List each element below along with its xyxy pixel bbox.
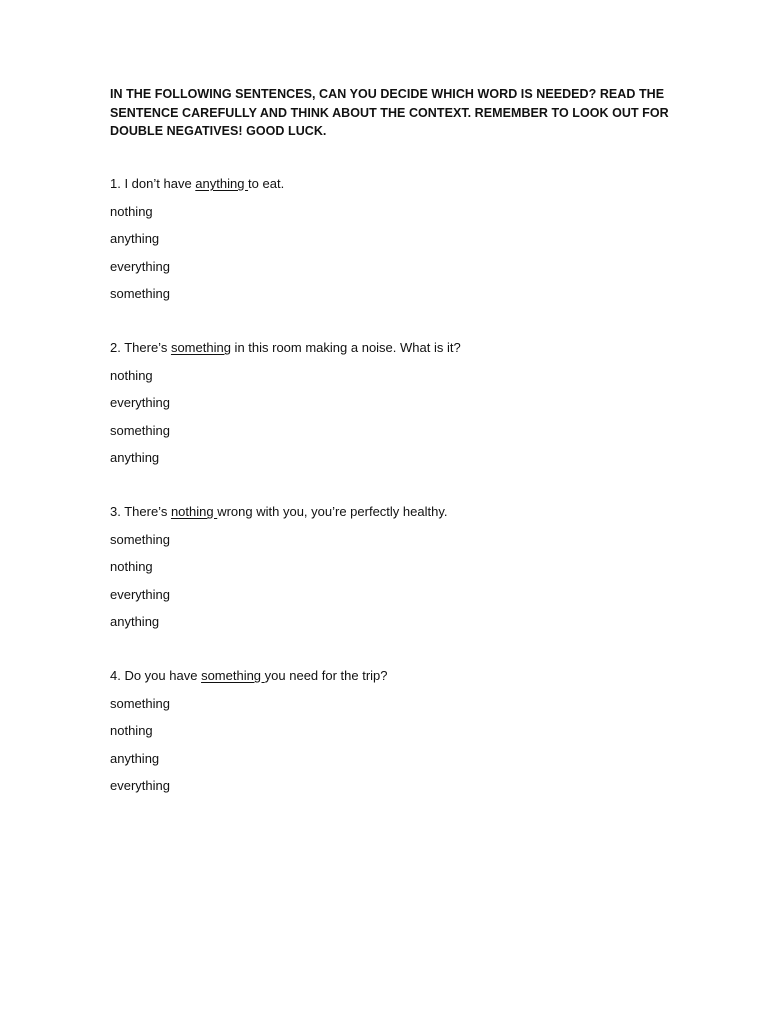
question-3-sentence — [110, 503, 710, 521]
question-1-suffix: to eat. — [248, 176, 285, 191]
question-2-sentence — [110, 339, 710, 357]
question-2-option-3: something — [110, 422, 170, 438]
question-2-answer: something — [170, 340, 231, 355]
question-1-option-2: anything — [110, 231, 160, 246]
question-4-option-4: everything — [110, 778, 170, 793]
question-3-option-2: nothing — [110, 559, 153, 574]
question-3 — [110, 503, 710, 641]
question-1 — [110, 175, 710, 313]
question-1-option-1: nothing — [110, 203, 153, 219]
instructions-heading: IN THE FOLLOWING SENTENCES, CAN YOU DECIDE WHICH WORD IS NEEDED? READ THE SENTENCE CAREFULLY AND THINK ABOUT THE CONTEXT. REMEMBER TO LOOK OUT FOR DOUBLE NEGATIVES! GOOD LUCK. — [110, 87, 669, 138]
question-2-option-4: anything — [110, 450, 160, 465]
question-2 — [110, 339, 710, 477]
question-3-answer: nothing — [170, 504, 218, 519]
question-4-prefix: 4. Do you have — [110, 668, 202, 683]
question-2-option-2: everything — [110, 395, 170, 410]
question-3-suffix: wrong with you, you’re perfectly healthy. — [217, 504, 448, 519]
question-4-option-3: anything — [110, 750, 160, 766]
question-4 — [110, 667, 710, 805]
question-1-prefix: 1. I don’t have — [110, 176, 196, 191]
question-1-answer: anything — [195, 176, 249, 191]
question-3-prefix: 3. There’s — [110, 504, 171, 519]
question-1-option-4: something — [110, 286, 170, 301]
question-2-prefix: 2. There’s — [110, 340, 171, 355]
question-2-suffix: in this room making a noise. What is it? — [230, 340, 461, 355]
question-3-option-1: something — [110, 531, 170, 547]
question-4-sentence — [110, 667, 710, 685]
question-1-sentence — [110, 175, 710, 193]
question-4-answer: something — [201, 668, 265, 683]
question-4-option-2: nothing — [110, 723, 153, 738]
question-3-option-4: anything — [110, 614, 160, 629]
question-3-option-3: everything — [110, 586, 170, 602]
question-2-option-1: nothing — [110, 367, 153, 383]
question-4-option-1: something — [110, 695, 170, 711]
question-4-suffix: you need for the trip? — [264, 668, 388, 683]
question-1-option-3: everything — [110, 258, 170, 274]
